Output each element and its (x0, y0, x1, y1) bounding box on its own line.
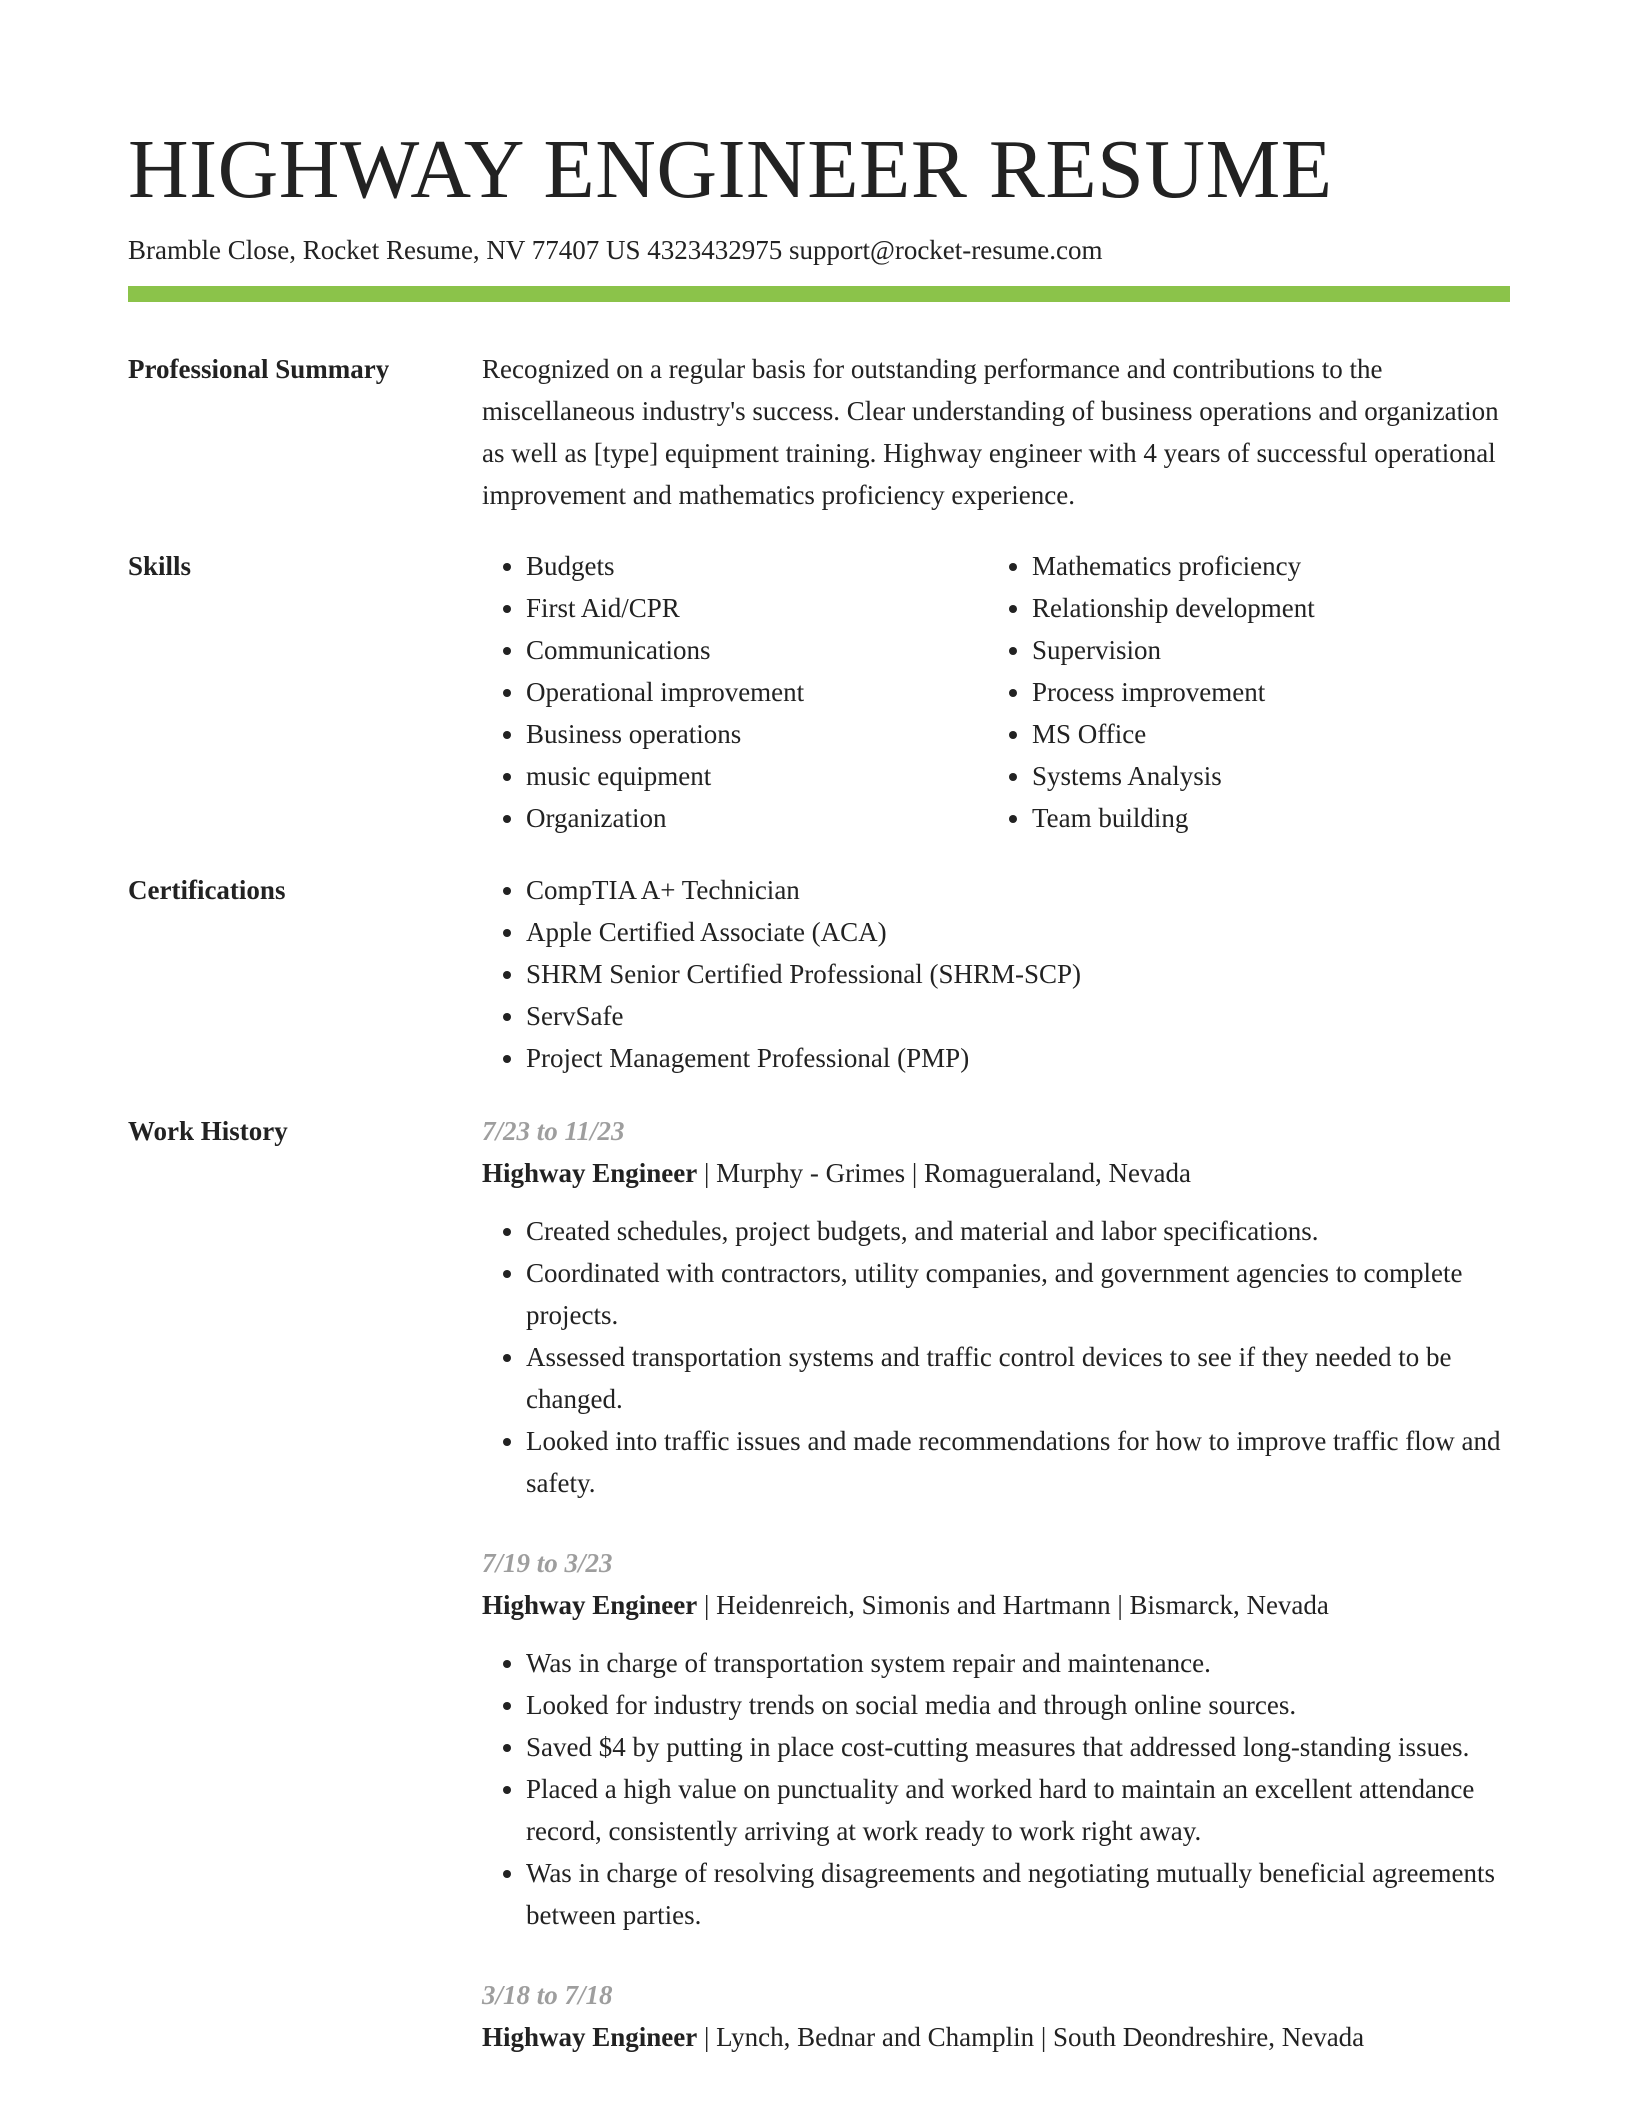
job-duty-item: • Created schedules, project budgets, and material and labor specifications. (526, 1210, 1510, 1252)
job-entry (482, 1110, 1510, 1504)
job-heading (482, 1152, 1510, 1194)
job-dates: 3/18 to 7/18 (482, 1980, 613, 2010)
job-duty-item: • Looked into traffic issues and made recommendations for how to improve traffic flow and safety. (526, 1420, 1510, 1504)
job-entry (482, 1542, 1510, 1936)
skill-item: • Team building (1032, 797, 1494, 839)
certification-item: • CompTIA A+ Technician (526, 869, 1510, 911)
certification-item: • ServSafe (526, 995, 1510, 1037)
job-duties-list (482, 1210, 1510, 1504)
certifications-list (482, 869, 1510, 1079)
skill-item: • music equipment (526, 755, 988, 797)
summary-body (482, 348, 1510, 516)
job-details: | Heidenreich, Simonis and Hartmann | Bismarck, Nevada (697, 1590, 1329, 1620)
certifications-label: Certifications (128, 875, 286, 905)
job-entry (482, 1974, 1510, 2058)
job-dates: 7/23 to 11/23 (482, 1116, 625, 1146)
certifications-body (482, 869, 1510, 1079)
skill-item: • Supervision (1032, 629, 1494, 671)
skill-item: • Organization (526, 797, 988, 839)
job-duties-list (482, 1642, 1510, 1936)
certification-item: • SHRM Senior Certified Professional (SHRM-SCP) (526, 953, 1510, 995)
certification-item: • Apple Certified Associate (ACA) (526, 911, 1510, 953)
job-duty-item: • Placed a high value on punctuality and worked hard to maintain an excellent attendance record, consistently arriving at work ready to work right away. (526, 1768, 1510, 1852)
job-duty-item: • Assessed transportation systems and traffic control devices to see if they needed to be changed. (526, 1336, 1510, 1420)
job-heading (482, 1584, 1510, 1626)
skill-item: • Communications (526, 629, 988, 671)
skill-item: • MS Office (1032, 713, 1494, 755)
work-history-label: Work History (128, 1116, 288, 1146)
summary-label: Professional Summary (128, 354, 390, 384)
resume-title: HIGHWAY ENGINEER RESUME (128, 123, 1333, 216)
skills-body (482, 545, 1510, 839)
skill-item: • Mathematics proficiency (1032, 545, 1494, 587)
job-title: Highway Engineer (482, 1590, 698, 1620)
job-title: Highway Engineer (482, 2022, 698, 2052)
job-duty-item: • Looked for industry trends on social media and through online sources. (526, 1684, 1510, 1726)
job-heading (482, 2016, 1510, 2058)
job-duty-item: • Saved $4 by putting in place cost-cutting measures that addressed long-standing issues. (526, 1726, 1510, 1768)
skill-item: • First Aid/CPR (526, 587, 988, 629)
skill-item: • Relationship development (1032, 587, 1494, 629)
skills-column-left (482, 545, 988, 839)
skill-item: • Systems Analysis (1032, 755, 1494, 797)
skill-item: • Process improvement (1032, 671, 1494, 713)
certification-item: • Project Management Professional (PMP) (526, 1037, 1510, 1079)
work-history-body (482, 1110, 1510, 2096)
skill-item: • Budgets (526, 545, 988, 587)
skills-grid (482, 545, 1510, 839)
job-duty-item: • Was in charge of resolving disagreements and negotiating mutually beneficial agreements between parties. (526, 1852, 1510, 1936)
job-dates: 7/19 to 3/23 (482, 1548, 613, 1578)
job-duty-item: • Coordinated with contractors, utility companies, and government agencies to complete projects. (526, 1252, 1510, 1336)
skills-list-left (482, 545, 988, 839)
job-details: | Lynch, Bednar and Champlin | South Deondreshire, Nevada (697, 2022, 1365, 2052)
skill-item: • Business operations (526, 713, 988, 755)
skill-item: • Operational improvement (526, 671, 988, 713)
header-divider (128, 286, 1510, 302)
summary-text: Recognized on a regular basis for outstanding performance and contributions to the miscellaneous industry's success. Clear understanding of business operations and organization as well as [type] equipment training. Highway engineer with 4 years of successful operational improvement and mathematics proficiency experience. (482, 354, 1499, 510)
contact-info: Bramble Close, Rocket Resume, NV 77407 US 4323432975 support@rocket-resume.com (128, 235, 1103, 265)
job-title: Highway Engineer (482, 1158, 698, 1188)
job-details: | Murphy - Grimes | Romagueraland, Nevada (697, 1158, 1191, 1188)
skills-label: Skills (128, 551, 192, 581)
skills-list-right (988, 545, 1494, 839)
skills-column-right (988, 545, 1494, 839)
job-duty-item: • Was in charge of transportation system repair and maintenance. (526, 1642, 1510, 1684)
